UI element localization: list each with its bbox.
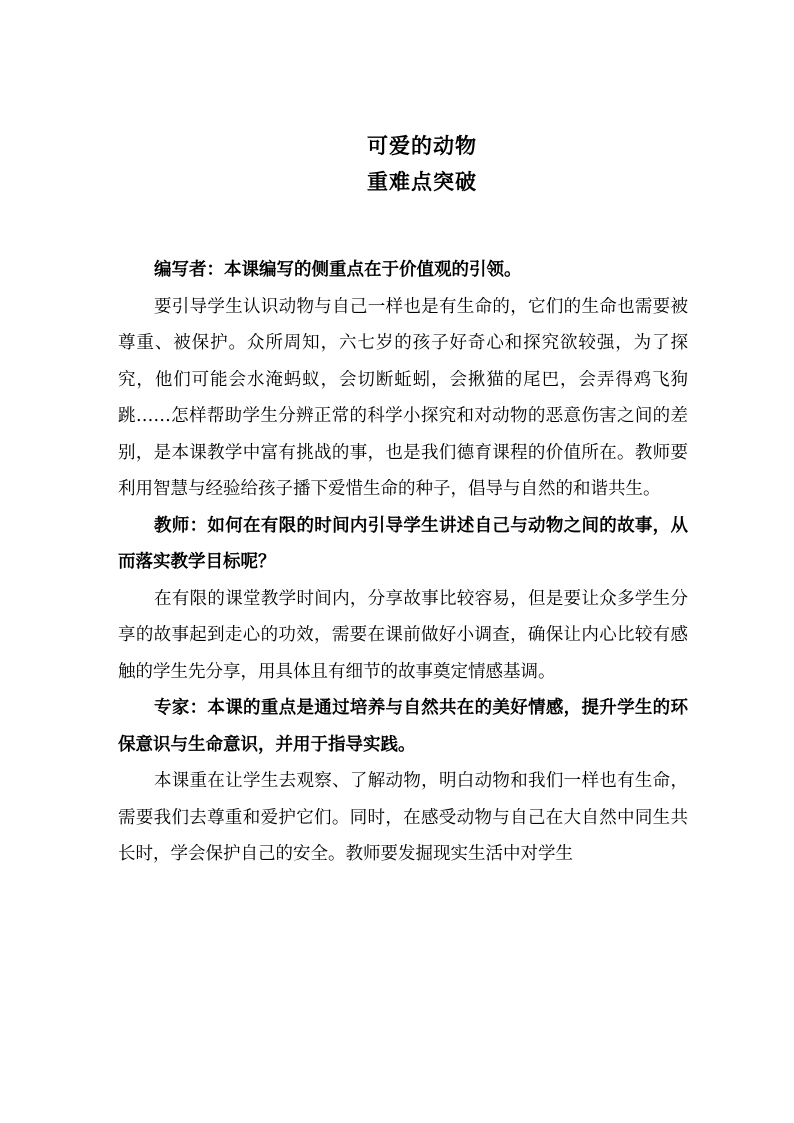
document-title: 可爱的动物 <box>367 133 477 158</box>
paragraph-author-note: 编写者：本课编写的侧重点在于价值观的引领。 <box>154 260 522 280</box>
paragraph-author-body: 要引导学生认识动物与自己一样也是有生命的，它们的生命也需要被尊重、被保护。众所周知，六七岁的孩子好奇心和探究欲较强，为了探究，他们可能会水淹蚂蚁，会切断蚯蚓，会揪猫的尾巴，会弄得鸡飞狗跳……怎样帮助学生分辨正常的科学小探究和对动物的恶意伤害之间的差别，是本课教学中富有挑战的事，也是我们德育课程的价值所在。教师要利用智慧与经验给孩子播下爱惜生命的种子，倡导与自然的和谐共生。 <box>118 296 688 499</box>
paragraph-teacher-question: 教师：如何在有限的时间内引导学生讲述自己与动物之间的故事，从而落实教学目标呢？ <box>118 515 688 572</box>
title-block <box>0 128 794 200</box>
paragraph-expert-body: 本课重在让学生去观察、了解动物，明白动物和我们一样也有生命，需要我们去尊重和爱护它们。同时，在感受动物与自己在大自然中同生共长时，学会保护自己的安全。教师要发掘现实生活中对学生 <box>118 771 688 864</box>
document-subtitle: 重难点突破 <box>367 169 477 194</box>
paragraph-expert-note: 专家：本课的重点是通过培养与自然共在的美好情感，提升学生的环保意识与生命意识，并用于指导实践。 <box>118 698 688 755</box>
paragraph-teacher-body: 在有限的课堂教学时间内，分享故事比较容易，但是要让众多学生分享的故事起到走心的功效，需要在课前做好小调查，确保让内心比较有感触的学生先分享，用具体且有细节的故事奠定情感基调。 <box>118 588 688 682</box>
document-body <box>118 252 688 873</box>
